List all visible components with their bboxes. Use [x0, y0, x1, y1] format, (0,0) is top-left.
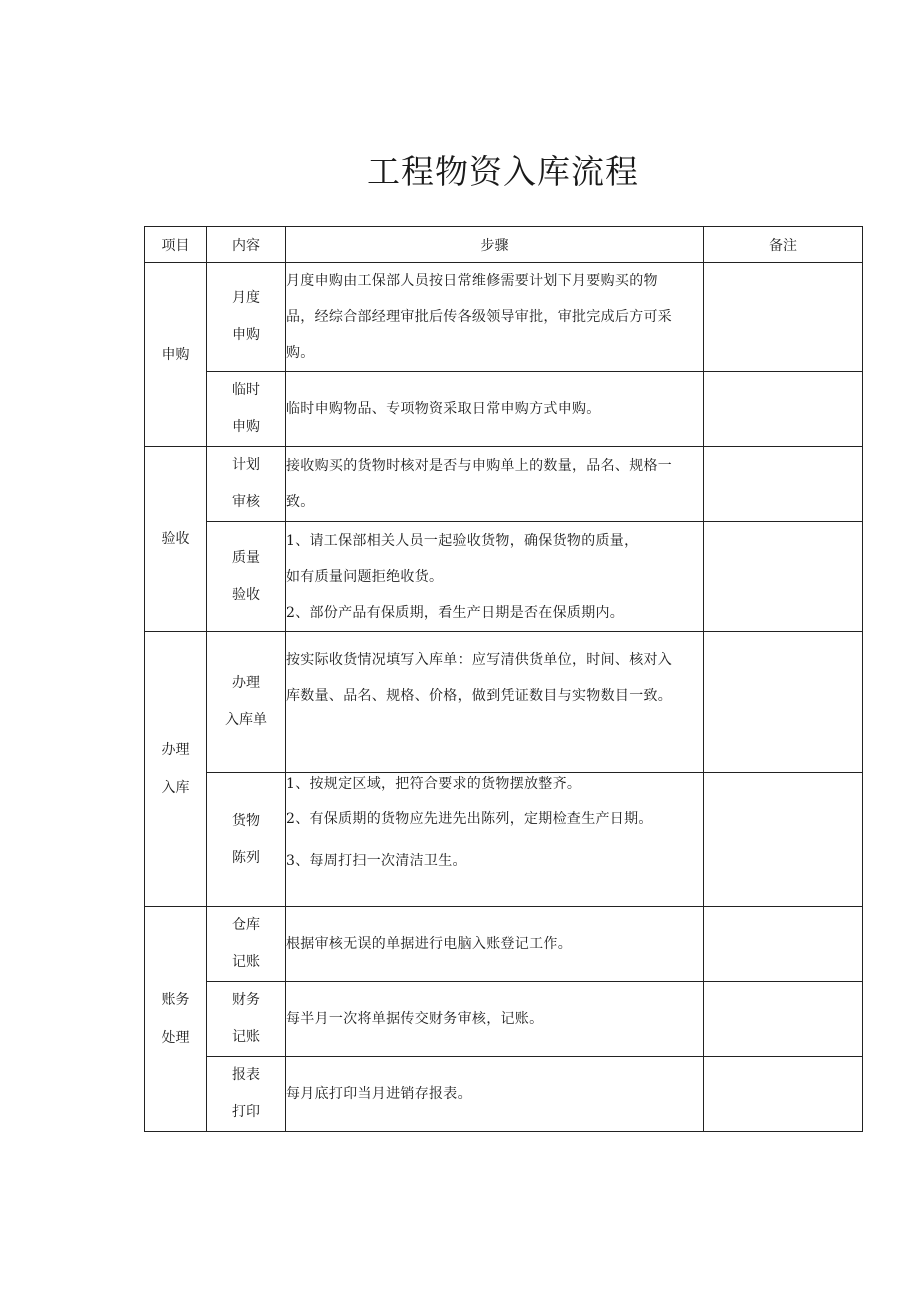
table-row	[145, 372, 863, 447]
table-row	[145, 263, 863, 372]
table-row	[145, 447, 863, 522]
page-title: 工程物资入库流程	[367, 152, 639, 191]
category-acceptance: 验收	[145, 447, 207, 632]
table-row	[145, 773, 863, 907]
remark-cell	[704, 447, 863, 522]
table-row	[145, 907, 863, 982]
category-purchase: 申购	[145, 263, 207, 447]
category-stock-in: 办理 入库	[145, 632, 207, 907]
steps-stock-in-form: 按实际收货情况填写入库单：应写清供货单位，时间、核对入 库数量、品名、规格、价格，做到凭证数目与实物数目一致。	[286, 632, 704, 773]
steps-warehouse-bookkeeping: 根据审核无误的单据进行电脑入账登记工作。	[286, 907, 704, 982]
content-stock-in-form: 办理 入库单	[207, 632, 286, 773]
content-temporary-purchase: 临时 申购	[207, 372, 286, 447]
content-report-printing: 报表 打印	[207, 1057, 286, 1132]
steps-finance-bookkeeping: 每半月一次将单据传交财务审核，记账。	[286, 982, 704, 1057]
steps-monthly-purchase: 月度申购由工保部人员按日常维修需要计划下月要购买的物 品，经综合部经理审批后传各级领导审批，审批完成后方可采 购。	[286, 263, 704, 372]
table-row	[145, 982, 863, 1057]
content-warehouse-bookkeeping: 仓库 记账	[207, 907, 286, 982]
remark-cell	[704, 773, 863, 907]
remark-cell	[704, 263, 863, 372]
content-goods-display: 货物 陈列	[207, 773, 286, 907]
content-monthly-purchase: 月度 申购	[207, 263, 286, 372]
remark-cell	[704, 372, 863, 447]
steps-goods-display: 1、按规定区域，把符合要求的货物摆放整齐。 2、有保质期的货物应先进先出陈列，定期检查生产日期。 3、每周打扫一次清洁卫生。	[286, 773, 704, 907]
remark-cell	[704, 632, 863, 773]
header-steps: 步骤	[286, 227, 704, 263]
table-row	[145, 522, 863, 632]
steps-report-printing: 每月底打印当月进销存报表。	[286, 1057, 704, 1132]
steps-plan-review: 接收购买的货物时核对是否与申购单上的数量，品名、规格一 致。	[286, 447, 704, 522]
content-finance-bookkeeping: 财务 记账	[207, 982, 286, 1057]
remark-cell	[704, 1057, 863, 1132]
remark-cell	[704, 982, 863, 1057]
header-content: 内容	[207, 227, 286, 263]
remark-cell	[704, 522, 863, 632]
header-remarks: 备注	[704, 227, 863, 263]
remark-cell	[704, 907, 863, 982]
inbound-process-table	[144, 226, 863, 1132]
steps-quality-acceptance: 1、请工保部相关人员一起验收货物，确保货物的质量， 如有质量问题拒绝收货。 2、部份产品有保质期，看生产日期是否在保质期内。	[286, 522, 704, 632]
category-accounting: 账务 处理	[145, 907, 207, 1132]
content-quality-acceptance: 质量 验收	[207, 522, 286, 632]
table-header-row	[145, 227, 863, 263]
table-row	[145, 1057, 863, 1132]
content-plan-review: 计划 审核	[207, 447, 286, 522]
table-row	[145, 632, 863, 773]
header-project: 项目	[145, 227, 207, 263]
steps-temporary-purchase: 临时申购物品、专项物资采取日常申购方式申购。	[286, 372, 704, 447]
